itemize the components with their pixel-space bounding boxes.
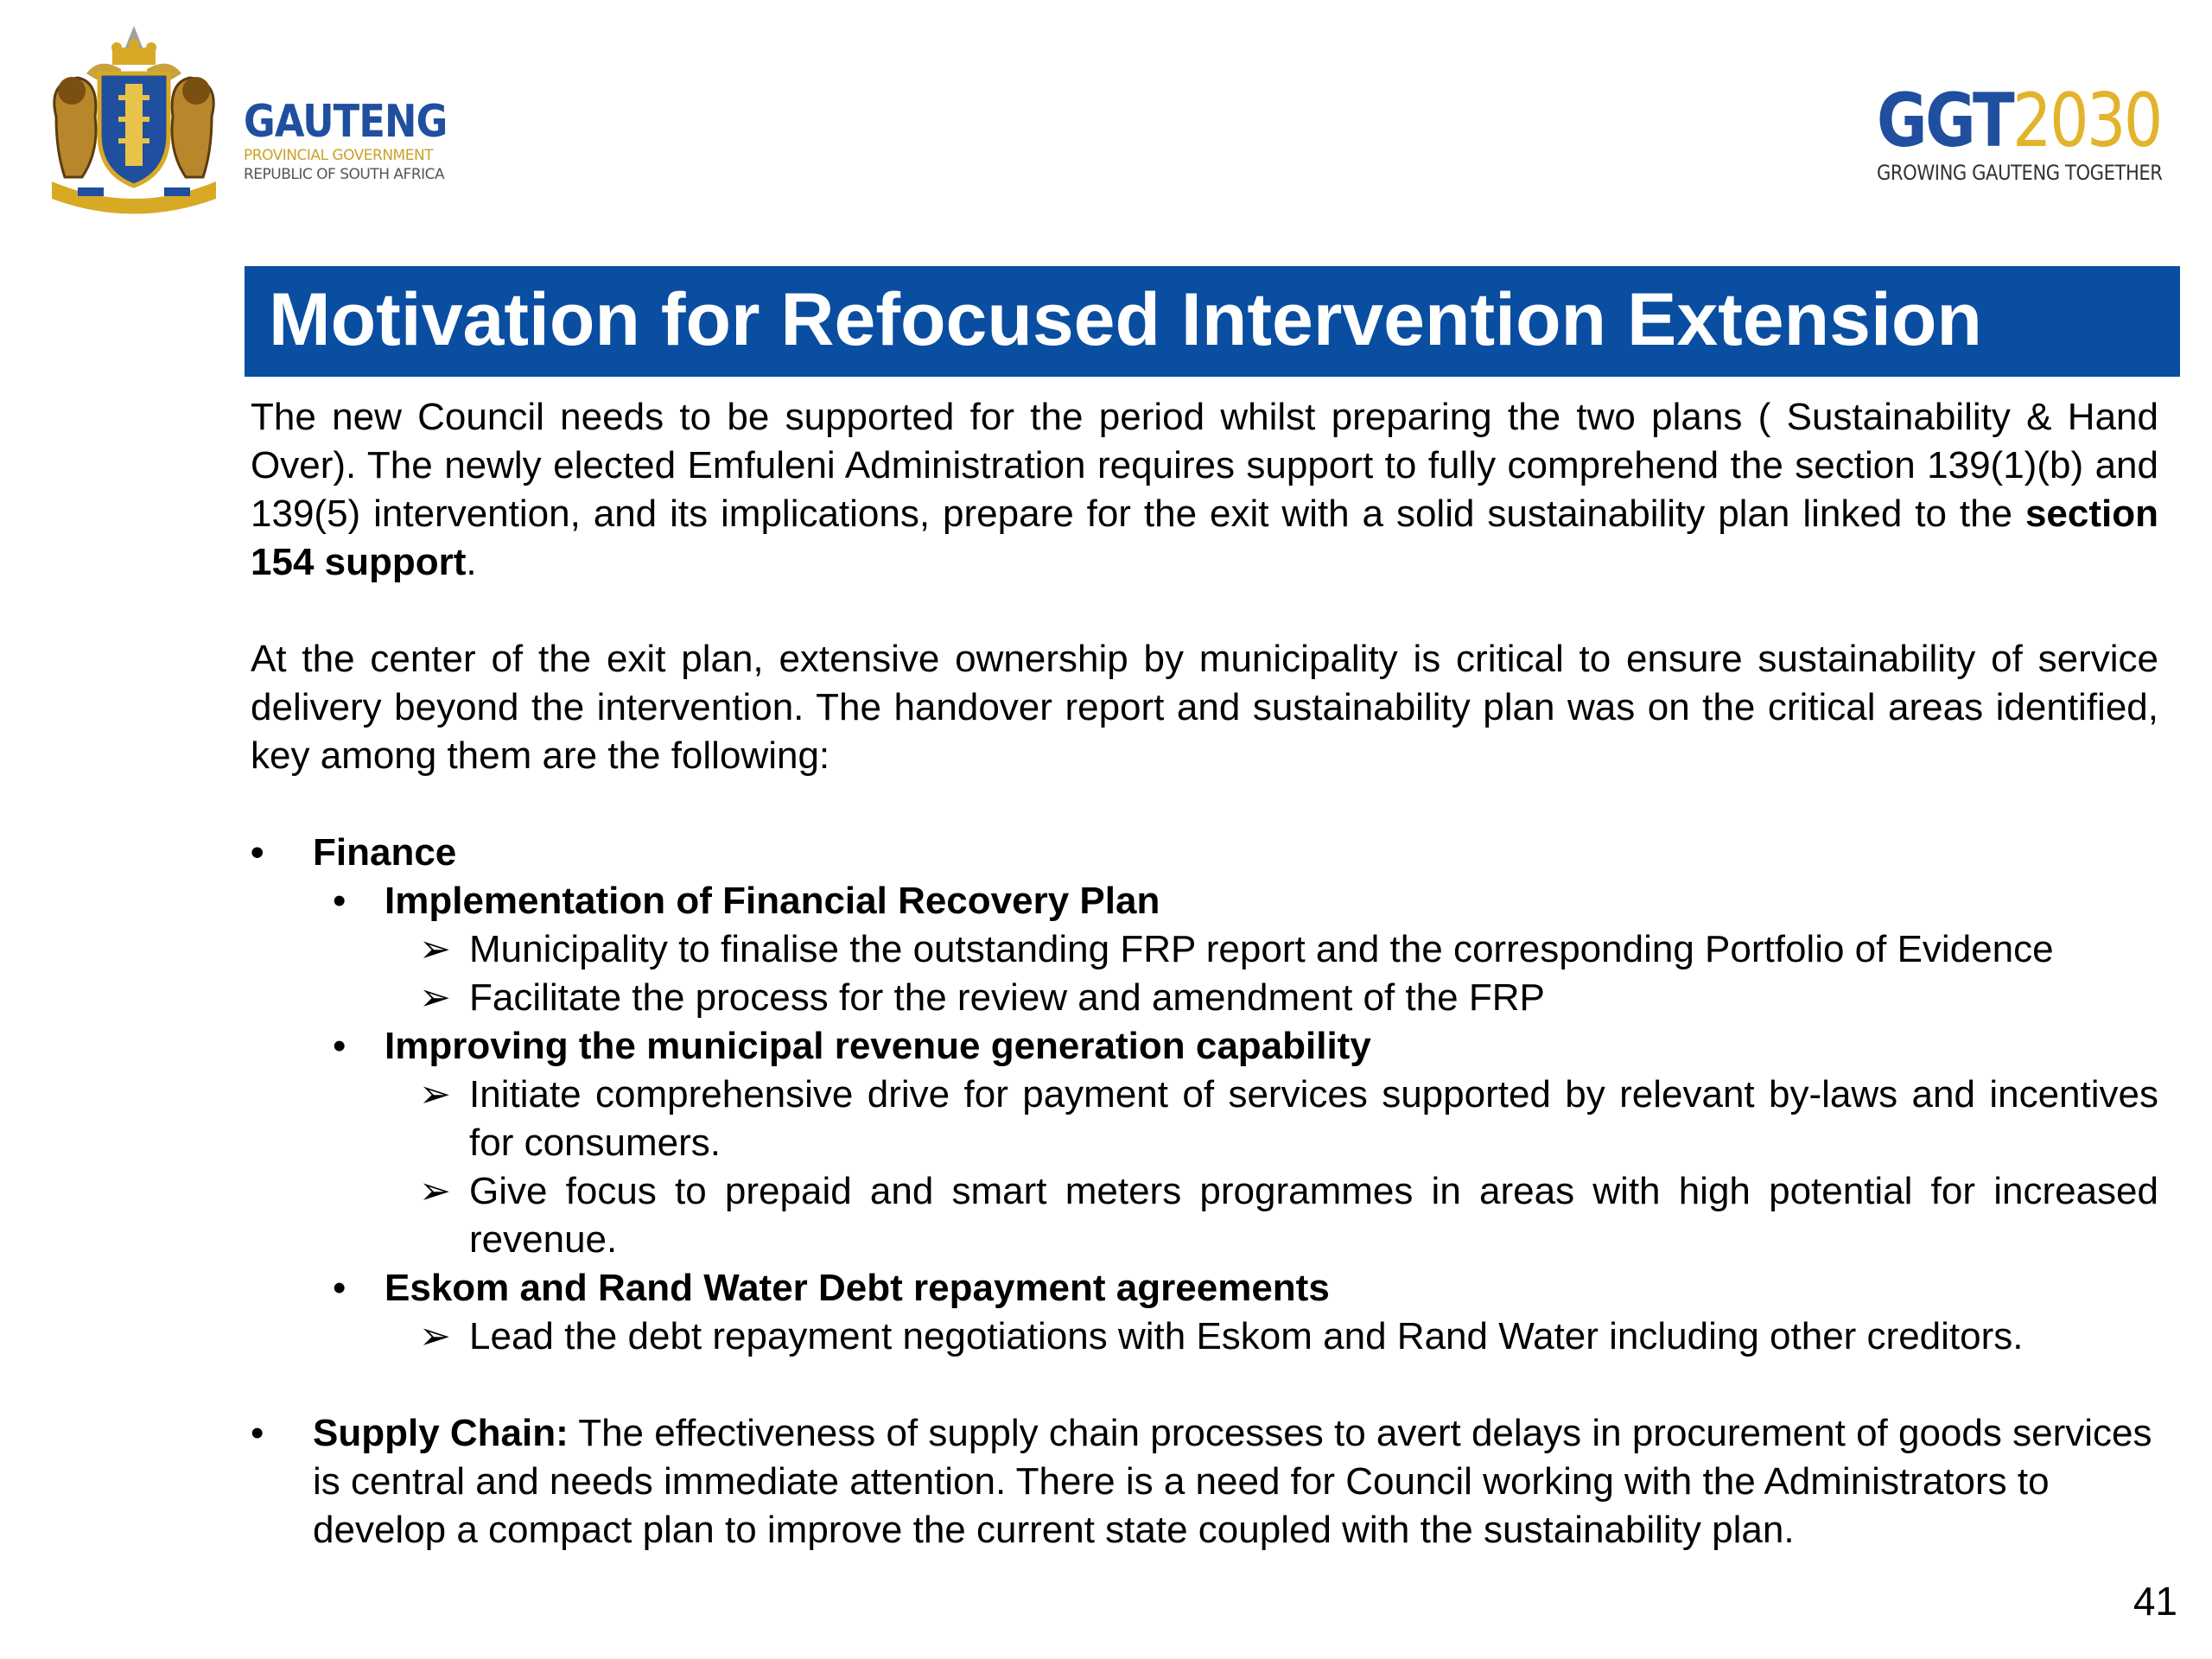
paragraph-2: At the center of the exit plan, extensive ownership by municipality is critical to ensure sustainability of service delivery beyond the intervention. The handover report and sustainability plan was on the critical areas identified, key among them are the following: xyxy=(251,638,2158,777)
paragraph-1-bold: section 154 support xyxy=(251,493,2158,583)
ggt-wordmark-b: 2030 xyxy=(2012,78,2161,164)
gauteng-logo xyxy=(39,22,454,216)
sub-bullet-debt: • Eskom and Rand Water Debt repayment agreements xyxy=(251,1264,2158,1313)
paragraph-1-end: . xyxy=(466,541,477,583)
arrow-bullet-icon: ➢ xyxy=(419,976,451,1019)
list-item xyxy=(251,925,2158,974)
arrow-bullet-icon: ➢ xyxy=(419,1170,451,1212)
list-item xyxy=(251,974,2158,1022)
slide-content xyxy=(251,393,2158,1554)
list-item xyxy=(251,1313,2158,1361)
list-item-text: Initiate comprehensive drive for payment of services supported by relevant by-laws and incentives for consumers. xyxy=(469,1073,2158,1164)
paragraph-1 xyxy=(251,393,2158,587)
list-item xyxy=(251,1167,2158,1264)
supply-chain-label: Supply Chain: xyxy=(313,1412,569,1454)
gauteng-wordmark: GAUTENG xyxy=(244,96,448,148)
page-number: 41 xyxy=(2133,1579,2177,1624)
paragraph-1-text: The new Council needs to be supported for the period whilst preparing the two plans ( Sustainability & Hand Over). The newly elected Emfuleni Administration requires support to fully comprehend the section 139(1)(b) and 139(5) intervention, and its implications, prepare for the exit with a solid sustainability plan linked to the xyxy=(251,396,2158,535)
list-item-text: Lead the debt repayment negotiations with Eskom and Rand Water including other creditors. xyxy=(469,1315,2024,1357)
sub-bullet-revenue: • Improving the municipal revenue generation capability xyxy=(251,1022,2158,1071)
ggt2030-logo xyxy=(1877,79,2171,185)
list-item xyxy=(251,1071,2158,1167)
arrow-bullet-icon: ➢ xyxy=(419,928,451,970)
gauteng-subtitle-2: REPUBLIC OF SOUTH AFRICA xyxy=(244,166,445,183)
ggt-wordmark-a: GGT xyxy=(1877,78,2013,164)
supply-chain-text: The effectiveness of supply chain processes to avert delays in procurement of goods services is central and needs immediate attention. There is a need for Council working with the Administrators to develop a compact plan to improve the current state coupled with the sustainability plan. xyxy=(313,1412,2152,1551)
list-item-text: Municipality to finalise the outstanding FRP report and the corresponding Portfolio of Evidence xyxy=(469,928,2054,970)
list-item-text: Give focus to prepaid and smart meters programmes in areas with high potential for increased revenue. xyxy=(469,1170,2158,1261)
sub-bullet-frp: • Implementation of Financial Recovery Plan xyxy=(251,877,2158,925)
arrow-bullet-icon: ➢ xyxy=(419,1073,451,1116)
bullet-finance: • Finance xyxy=(251,829,2158,877)
bullet-supply-chain xyxy=(251,1409,2158,1554)
arrow-bullet-icon: ➢ xyxy=(419,1315,451,1357)
coat-of-arms-icon xyxy=(39,22,229,216)
title-band xyxy=(245,266,2180,377)
list-item-text: Facilitate the process for the review and amendment of the FRP xyxy=(469,976,1545,1019)
slide-title: Motivation for Refocused Intervention Extension xyxy=(269,278,1982,361)
ggt-tagline: GROWING GAUTENG TOGETHER xyxy=(1877,161,2163,185)
gauteng-subtitle-1: PROVINCIAL GOVERNMENT xyxy=(244,147,434,164)
